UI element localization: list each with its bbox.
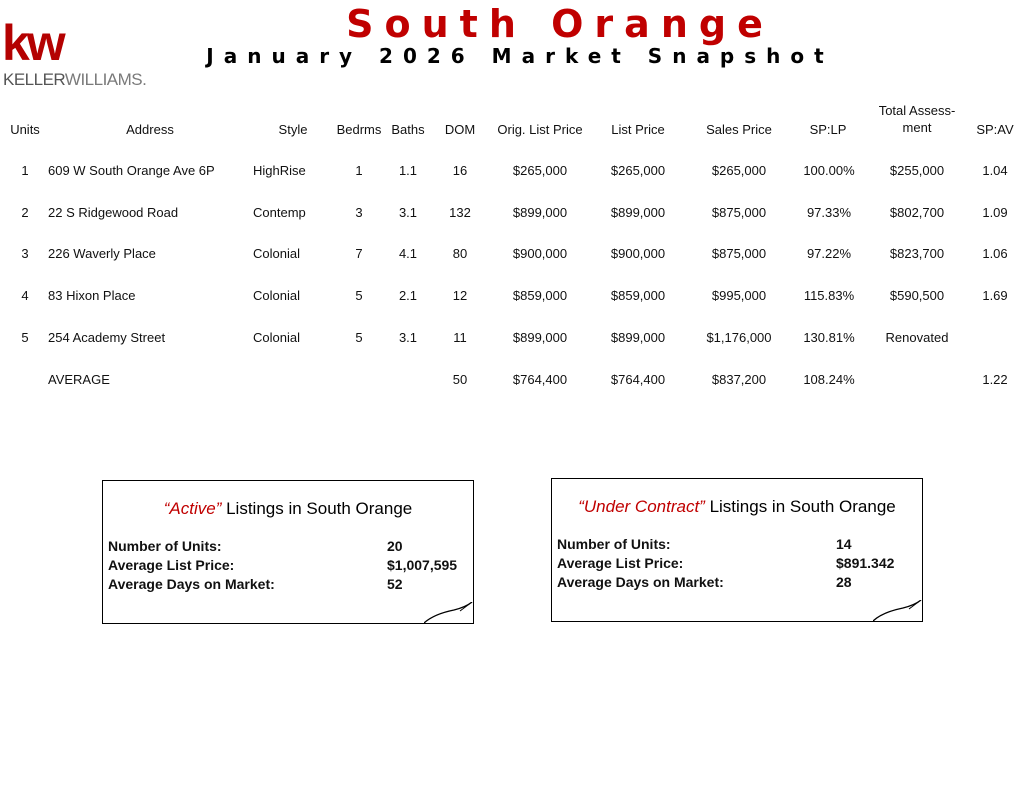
cell-list-price: $899,000 — [610, 330, 666, 345]
cell-sp-lp: 130.81% — [803, 330, 855, 345]
cell-dom: 12 — [452, 288, 468, 303]
active-avg-dom-label: Average Days on Market: — [108, 576, 275, 592]
cell-sales-price: $1,176,000 — [706, 330, 772, 345]
cell-list-price: $900,000 — [610, 246, 666, 261]
cell-sp-av: 1.09 — [982, 205, 1008, 220]
active-avg-dom-value: 52 — [387, 576, 403, 592]
cell-unit: 5 — [21, 330, 29, 345]
cell-sp-av: 1.04 — [982, 163, 1008, 178]
cell-average-label: AVERAGE — [48, 372, 110, 387]
cell-dom: 16 — [452, 163, 468, 178]
brand-williams: WILLIAMS. — [64, 70, 147, 89]
contract-avg-list-value: $891.342 — [836, 555, 895, 571]
cell-unit: 4 — [21, 288, 29, 303]
cell-orig-list-price: $859,000 — [512, 288, 568, 303]
active-avg-list-value: $1,007,595 — [387, 557, 458, 573]
assess-header-line2: ment — [902, 120, 932, 135]
cell-avg-sales: $837,200 — [711, 372, 767, 387]
cell-style: Colonial — [253, 330, 300, 345]
cell-baths: 1.1 — [398, 163, 418, 178]
cell-sp-av: 1.69 — [982, 288, 1008, 303]
cell-sales-price: $265,000 — [711, 163, 767, 178]
active-units-value: 20 — [387, 538, 403, 554]
col-header-orig-list-price: Orig. List Price — [497, 122, 583, 137]
col-header-sales-price: Sales Price — [706, 122, 772, 137]
cell-orig-list-price: $900,000 — [512, 246, 568, 261]
cell-bedrms: 1 — [355, 163, 363, 178]
col-header-sp-lp: SP:LP — [809, 122, 847, 137]
cell-list-price: $859,000 — [610, 288, 666, 303]
cell-bedrms: 5 — [355, 330, 363, 345]
cell-bedrms: 3 — [355, 205, 363, 220]
cell-sales-price: $995,000 — [711, 288, 767, 303]
cell-bedrms: 7 — [355, 246, 363, 261]
cell-sales-price: $875,000 — [711, 246, 767, 261]
cell-dom: 80 — [452, 246, 468, 261]
cell-sp-av: 1.06 — [982, 246, 1008, 261]
cell-total-assessment: $823,700 — [889, 246, 945, 261]
brand-keller: KELLER — [3, 70, 65, 89]
cell-sp-lp: 97.22% — [806, 246, 852, 261]
cell-avg-list: $764,400 — [610, 372, 666, 387]
contract-units-value: 14 — [836, 536, 852, 552]
cell-avg-sp-lp: 108.24% — [803, 372, 855, 387]
cell-total-assessment: $590,500 — [889, 288, 945, 303]
cell-baths: 3.1 — [398, 205, 418, 220]
cell-list-price: $265,000 — [610, 163, 666, 178]
cell-total-assessment: Renovated — [885, 330, 949, 345]
page-curl-icon — [873, 600, 923, 622]
active-listings-title — [103, 499, 473, 519]
cell-baths: 4.1 — [398, 246, 418, 261]
cell-list-price: $899,000 — [610, 205, 666, 220]
col-header-style: Style — [278, 122, 308, 137]
cell-dom: 132 — [449, 205, 471, 220]
under-contract-title-rest: Listings in South Orange — [704, 497, 896, 516]
cell-bedrms: 5 — [355, 288, 363, 303]
active-label: “Active” — [163, 499, 222, 518]
kw-brand-name — [3, 70, 146, 90]
page-curl-icon — [424, 602, 474, 624]
active-units-label: Number of Units: — [108, 538, 222, 554]
cell-unit: 1 — [21, 163, 29, 178]
cell-style: HighRise — [253, 163, 306, 178]
cell-orig-list-price: $899,000 — [512, 205, 568, 220]
cell-address: 83 Hixon Place — [48, 288, 136, 303]
col-header-units: Units — [10, 122, 40, 137]
cell-avg-sp-av: 1.22 — [982, 372, 1008, 387]
col-header-baths: Baths — [391, 122, 425, 137]
cell-unit: 3 — [21, 246, 29, 261]
cell-baths: 3.1 — [398, 330, 418, 345]
active-listings-card — [102, 480, 474, 624]
cell-total-assessment: $802,700 — [889, 205, 945, 220]
active-avg-list-label: Average List Price: — [108, 557, 235, 573]
cell-dom: 11 — [453, 330, 467, 345]
under-contract-label: “Under Contract” — [578, 497, 705, 516]
cell-avg-orig-list: $764,400 — [512, 372, 568, 387]
under-contract-title — [552, 497, 922, 517]
cell-total-assessment: $255,000 — [889, 163, 945, 178]
page-title: South Orange — [346, 2, 774, 46]
cell-style: Contemp — [253, 205, 306, 220]
cell-address: 22 S Ridgewood Road — [48, 205, 179, 220]
col-header-list-price: List Price — [611, 122, 665, 137]
cell-sales-price: $875,000 — [711, 205, 767, 220]
cell-unit: 2 — [21, 205, 29, 220]
active-title-rest: Listings in South Orange — [221, 499, 413, 518]
contract-avg-dom-label: Average Days on Market: — [557, 574, 724, 590]
cell-style: Colonial — [253, 288, 300, 303]
page-subtitle: January 2026 Market Snapshot — [206, 44, 834, 68]
cell-orig-list-price: $899,000 — [512, 330, 568, 345]
cell-address: 254 Academy Street — [48, 330, 166, 345]
contract-units-label: Number of Units: — [557, 536, 671, 552]
cell-baths: 2.1 — [398, 288, 418, 303]
col-header-bedrms: Bedrms — [336, 122, 382, 137]
contract-avg-list-label: Average List Price: — [557, 555, 684, 571]
col-header-dom: DOM — [444, 122, 476, 137]
keller-williams-logo — [2, 15, 148, 92]
cell-sp-lp: 100.00% — [803, 163, 855, 178]
col-header-sp-av: SP:AV — [976, 122, 1014, 137]
cell-avg-dom: 50 — [452, 372, 468, 387]
kw-logo-mark: kw — [2, 15, 63, 71]
cell-sp-lp: 115.83% — [803, 288, 855, 303]
contract-avg-dom-value: 28 — [836, 574, 852, 590]
assess-header-line1: Total Assess- — [878, 103, 956, 118]
under-contract-listings-card — [551, 478, 923, 622]
cell-address: 609 W South Orange Ave 6P — [48, 163, 215, 178]
cell-sp-lp: 97.33% — [806, 205, 852, 220]
col-header-total-assessment — [870, 102, 964, 136]
cell-style: Colonial — [253, 246, 300, 261]
col-header-address: Address — [126, 122, 174, 137]
cell-address: 226 Waverly Place — [48, 246, 156, 261]
cell-orig-list-price: $265,000 — [512, 163, 568, 178]
